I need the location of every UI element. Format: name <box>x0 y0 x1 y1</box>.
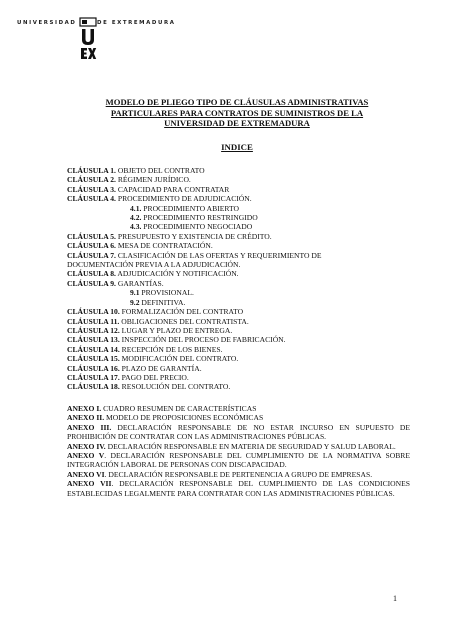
clause-number: CLÁUSULA 9. <box>67 278 116 288</box>
clause-item <box>67 307 410 316</box>
clause-title: PRESUPUESTO Y EXISTENCIA DE CRÉDITO. <box>115 231 272 241</box>
clause-title: INSPECCIÓN DEL PROCESO DE FABRICACIÓN. <box>119 335 286 345</box>
clause-title: RESOLUCIÓN DEL CONTRATO. <box>119 382 231 392</box>
clause-number: 4.2. <box>130 213 142 223</box>
clause-number: CLÁUSULA 4. <box>67 194 116 204</box>
clause-title: MESA DE CONTRATACIÓN. <box>115 241 213 251</box>
clause-title: DEFINITIVA. <box>139 297 186 307</box>
annex-item <box>67 470 410 479</box>
clause-title: PLAZO DE GARANTÍA. <box>119 363 202 373</box>
clause-number: CLÁUSULA 10. <box>67 307 120 317</box>
clause-title: PROCEDIMIENTO RESTRINGIDO <box>141 213 258 223</box>
annex-title: DECLARACIÓN RESPONSABLE DE NO ESTAR INCURSO EN SUPUESTO DE PROHIBICIÓN DE CONTRATAR CON LAS ADMINISTRACIONES PÚBLICAS. <box>67 422 411 442</box>
clause-title: RECEPCIÓN DE LOS BIENES. <box>119 344 223 354</box>
page-header <box>17 18 457 66</box>
clause-title: OBLIGACIONES DEL CONTRATISTA. <box>119 316 249 326</box>
clause-number: CLÁUSULA 12. <box>67 325 120 335</box>
clause-title: PROVISIONAL. <box>139 288 194 298</box>
clause-number: 9.2 <box>130 297 140 307</box>
clause-number: CLÁUSULA 11. <box>67 316 120 326</box>
clause-title: OBJETO DEL CONTRATO <box>115 166 205 175</box>
clause-number: CLÁUSULA 16. <box>67 363 120 373</box>
clause-title: CLASIFICACIÓN DE LAS OFERTAS Y REQUERIMIENTO DE <box>115 250 322 260</box>
annex-title: . DECLARACIÓN RESPONSABLE DE PERTENENCIA A GRUPO DE EMPRESAS. <box>104 469 373 479</box>
annex-number: ANEXO II. <box>67 413 105 423</box>
annex-number: ANEXO I. <box>67 404 102 413</box>
clause-title: FORMALIZACIÓN DEL CONTRATO <box>119 307 244 317</box>
clause-title: ADJUDICACIÓN Y NOTIFICACIÓN. <box>115 269 239 279</box>
annex-item <box>67 442 410 451</box>
clause-item <box>67 345 410 354</box>
clause-title: PAGO DEL PRECIO. <box>119 372 189 382</box>
index-heading: INDICE <box>221 142 253 152</box>
clause-item <box>67 251 410 260</box>
clause-title: PROCEDIMIENTO ABIERTO <box>141 203 239 213</box>
clause-title: DOCUMENTACIÓN PREVIA A LA ADJUDICACIÓN. <box>67 260 241 270</box>
annex-item <box>67 413 410 422</box>
university-name-right: DE EXTREMADURA <box>97 20 176 26</box>
annex-title: DECLARACIÓN RESPONSABLE EN MATERIA DE SEGURIDAD Y SALUD LABORAL. <box>105 441 396 451</box>
clause-title: LUGAR Y PLAZO DE ENTREGA. <box>119 325 233 335</box>
annex-number: ANEXO V <box>67 451 105 461</box>
clause-number: 4.1. <box>130 203 142 213</box>
clause-list <box>67 166 410 392</box>
clause-item <box>67 335 410 344</box>
clause-number: CLÁUSULA 6. <box>67 241 116 251</box>
clause-item <box>67 213 410 222</box>
clause-item <box>67 204 410 213</box>
clause-item <box>67 288 410 297</box>
clause-number: CLÁUSULA 17. <box>67 372 120 382</box>
annex-title: MODELO DE PROPOSICIONES ECONÓMICAS <box>104 413 264 423</box>
clause-item <box>67 269 410 278</box>
clause-number: CLÁUSULA 8. <box>67 269 116 279</box>
clause-item <box>67 185 410 194</box>
clause-number: CLÁUSULA 14. <box>67 344 120 354</box>
clause-item <box>67 241 410 250</box>
clause-item <box>67 373 410 382</box>
clause-title: MODIFICACIÓN DEL CONTRATO. <box>119 354 239 364</box>
clause-item <box>67 194 410 203</box>
document-title <box>70 97 404 129</box>
clause-number: CLÁUSULA 15. <box>67 354 120 364</box>
clause-item <box>67 166 410 175</box>
page-number: 1 <box>393 594 397 603</box>
annex-title: CUADRO RESUMEN DE CARACTERÍSTICAS <box>101 404 257 413</box>
clause-title: PROCEDIMIENTO DE ADJUDICACIÓN. <box>115 194 252 204</box>
clause-number: CLÁUSULA 3. <box>67 184 116 194</box>
clause-number: 4.3. <box>130 222 142 232</box>
annex-item <box>67 451 410 470</box>
clause-number: CLÁUSULA 2. <box>67 175 116 185</box>
annex-item <box>67 404 410 413</box>
clause-item <box>67 222 410 231</box>
annex-list <box>67 404 410 498</box>
annex-item <box>67 479 410 498</box>
annex-title: . DECLARACIÓN RESPONSABLE DEL CUMPLIMIENTO DE LAS CONDICIONES ESTABLECIDAS LEGALMENTE PARA CONTRATAR CON LAS ADMINISTRACIONES PÚBLICAS. <box>67 479 410 498</box>
clause-item <box>67 279 410 288</box>
annex-title: . DECLARACIÓN RESPONSABLE DEL CUMPLIMIENTO DE LA NORMATIVA SOBRE INTEGRACIÓN LABORAL DE PERSONAS CON DISCAPACIDAD. <box>67 451 410 470</box>
clause-number: CLÁUSULA 5. <box>67 231 116 241</box>
clause-item <box>67 317 410 326</box>
uex-logo <box>79 16 97 67</box>
clause-item <box>67 354 410 363</box>
clause-number: CLÁUSULA 18. <box>67 382 120 392</box>
clause-title: RÉGIMEN JURÍDICO. <box>115 175 191 185</box>
clause-item <box>67 382 410 391</box>
clause-item <box>67 175 410 184</box>
university-name-left: UNIVERSIDAD <box>17 20 77 26</box>
title-line: MODELO DE PLIEGO TIPO DE CLÁUSULAS ADMINISTRATIVAS <box>105 97 369 107</box>
title-line: UNIVERSIDAD DE EXTREMADURA <box>164 118 310 128</box>
annex-number: ANEXO VII <box>67 479 112 489</box>
clause-number: CLÁUSULA 1. <box>67 166 116 175</box>
annex-number: ANEXO VI <box>67 469 105 479</box>
clause-item <box>67 298 410 307</box>
uex-logo-icon <box>79 16 97 62</box>
clause-number: 9.1 <box>130 288 140 298</box>
clause-item <box>67 364 410 373</box>
annex-item <box>67 423 410 442</box>
clause-title: CAPACIDAD PARA CONTRATAR <box>115 184 230 194</box>
annex-number: ANEXO III. <box>67 422 112 432</box>
clause-number: CLÁUSULA 7. <box>67 250 116 260</box>
clause-title: GARANTÍAS. <box>115 278 164 288</box>
annex-number: ANEXO IV. <box>67 441 106 451</box>
clause-number: CLÁUSULA 13. <box>67 335 120 345</box>
clause-title: PROCEDIMIENTO NEGOCIADO <box>141 222 253 232</box>
title-line: PARTICULARES PARA CONTRATOS DE SUMINISTROS DE LA <box>110 107 364 118</box>
clause-item <box>67 232 410 241</box>
clause-item <box>67 326 410 335</box>
